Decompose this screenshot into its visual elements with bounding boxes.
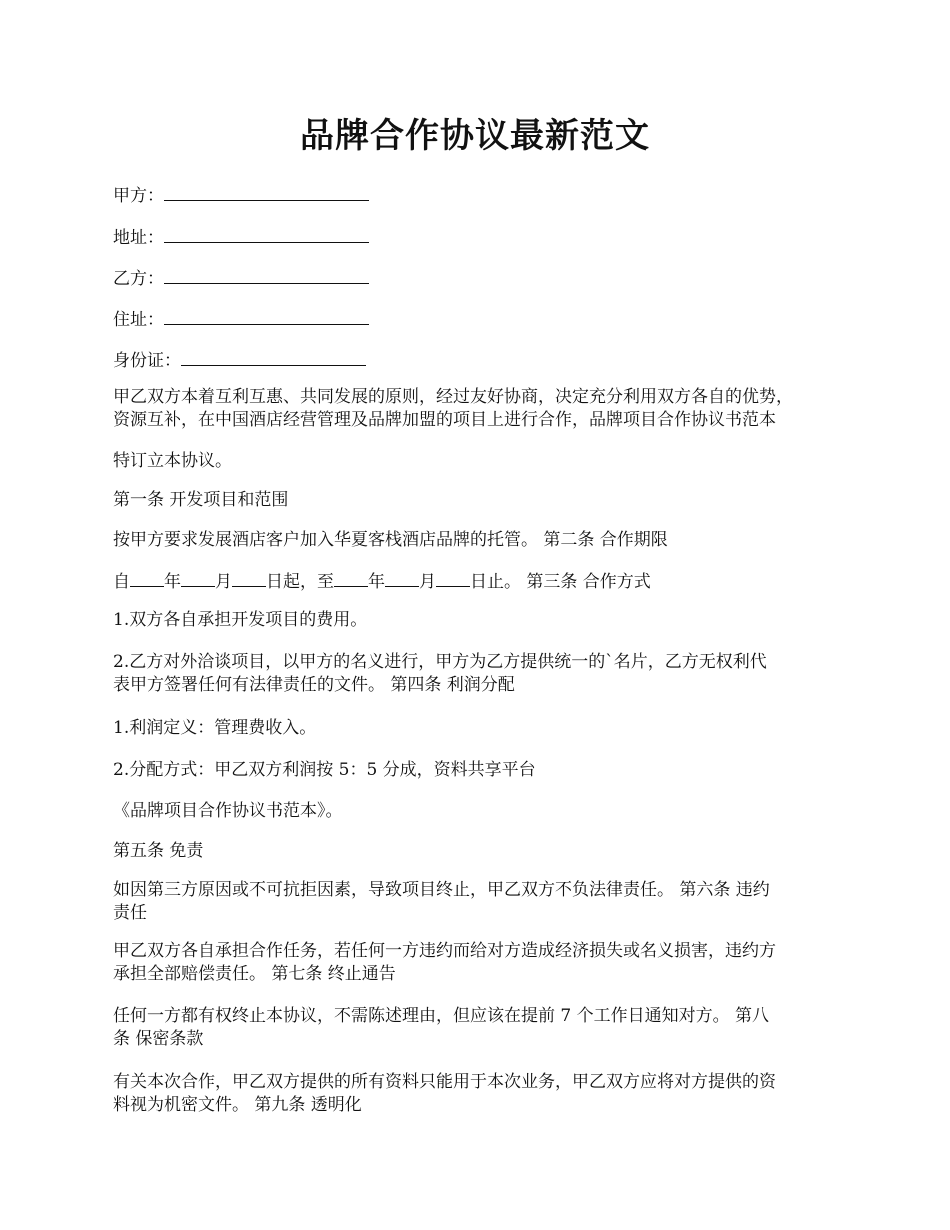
residence-label: 住址： — [113, 310, 164, 330]
party-b-label: 乙方： — [113, 269, 164, 289]
article-7-body — [113, 1005, 843, 1051]
party-b-blank — [164, 265, 369, 284]
article-4-item-1: 1.利润定义：管理费收入。 — [113, 718, 317, 738]
article-6-body — [113, 940, 851, 986]
id-card-label: 身份证： — [113, 351, 181, 371]
intro-paragraph — [113, 386, 851, 432]
article-8-body — [113, 1071, 851, 1117]
term-year-2: 年 — [368, 572, 385, 592]
year-blank-1 — [130, 568, 164, 587]
article-6-body-line-1: 甲乙双方各自承担合作任务，若任何一方违约而给对方造成经济损失或名义损害，违约方 — [113, 941, 776, 961]
intro-line-3: 特订立本协议。 — [113, 451, 232, 471]
day-blank-2 — [436, 568, 470, 587]
article-5-body-line-1: 如因第三方原因或不可抗拒因素，导致项目终止，甲乙双方不负法律责任。 第六条 违约 — [113, 880, 770, 900]
day-blank-1 — [232, 568, 266, 587]
intro-line-2: 资源互补，在中国酒店经营管理及品牌加盟的项目上进行合作，品牌项目合作协议书范本 — [113, 410, 776, 430]
id-card-field — [113, 347, 366, 373]
article-6-body-line-2: 承担全部赔偿责任。 第七条 终止通告 — [113, 964, 396, 984]
residence-blank — [164, 306, 369, 325]
article-3-item-2-line-1: 2.乙方对外洽谈项目，以甲方的名义进行，甲方为乙方提供统一的`名片，乙方无权利代 — [113, 652, 767, 672]
term-month-2: 月 — [419, 572, 436, 592]
id-card-blank — [181, 347, 366, 366]
address-a-label: 地址： — [113, 228, 164, 248]
intro-line-1: 甲乙双方本着互利互惠、共同发展的原则，经过友好协商，决定充分利用双方各自的优势， — [113, 387, 793, 407]
party-a-label: 甲方： — [113, 186, 164, 206]
residence-field — [113, 306, 369, 332]
term-day-2: 日止。 第三条 合作方式 — [470, 572, 651, 592]
article-8-body-line-2: 料视为机密文件。 第九条 透明化 — [113, 1095, 362, 1115]
article-7-body-line-2: 条 保密条款 — [113, 1029, 204, 1049]
article-5-heading: 第五条 免责 — [113, 841, 204, 861]
month-blank-1 — [181, 568, 215, 587]
article-7-body-line-1: 任何一方都有权终止本协议，不需陈述理由，但应该在提前 7 个工作日通知对方。 第八 — [113, 1006, 770, 1026]
term-month-1: 月 — [215, 572, 232, 592]
term-from: 自 — [113, 572, 130, 592]
article-1-heading: 第一条 开发项目和范围 — [113, 490, 289, 510]
term-year-1: 年 — [164, 572, 181, 592]
article-3-item-2 — [113, 651, 843, 697]
month-blank-2 — [385, 568, 419, 587]
year-blank-2 — [334, 568, 368, 587]
party-a-blank — [164, 182, 369, 201]
article-5-body-line-2: 责任 — [113, 903, 147, 923]
article-4-reference: 《品牌项目合作协议书范本》。 — [113, 801, 343, 821]
term-line — [113, 568, 843, 594]
address-a-field — [113, 224, 369, 250]
address-a-blank — [164, 224, 369, 243]
party-a-field — [113, 182, 369, 208]
article-3-item-2-line-2: 表甲方签署任何有法律责任的文件。 第四条 利润分配 — [113, 675, 515, 695]
article-4-item-2: 2.分配方式：甲乙双方利润按 5：5 分成，资料共享平台 — [113, 760, 536, 780]
document-title: 品牌合作协议最新范文 — [300, 116, 650, 156]
article-3-item-1: 1.双方各自承担开发项目的费用。 — [113, 610, 368, 630]
article-1-body: 按甲方要求发展酒店客户加入华夏客栈酒店品牌的托管。 第二条 合作期限 — [113, 530, 668, 550]
article-5-body — [113, 879, 843, 925]
term-day-1: 日起，至 — [266, 572, 334, 592]
party-b-field — [113, 265, 369, 291]
article-8-body-line-1: 有关本次合作，甲乙双方提供的所有资料只能用于本次业务，甲乙双方应将对方提供的资 — [113, 1072, 776, 1092]
